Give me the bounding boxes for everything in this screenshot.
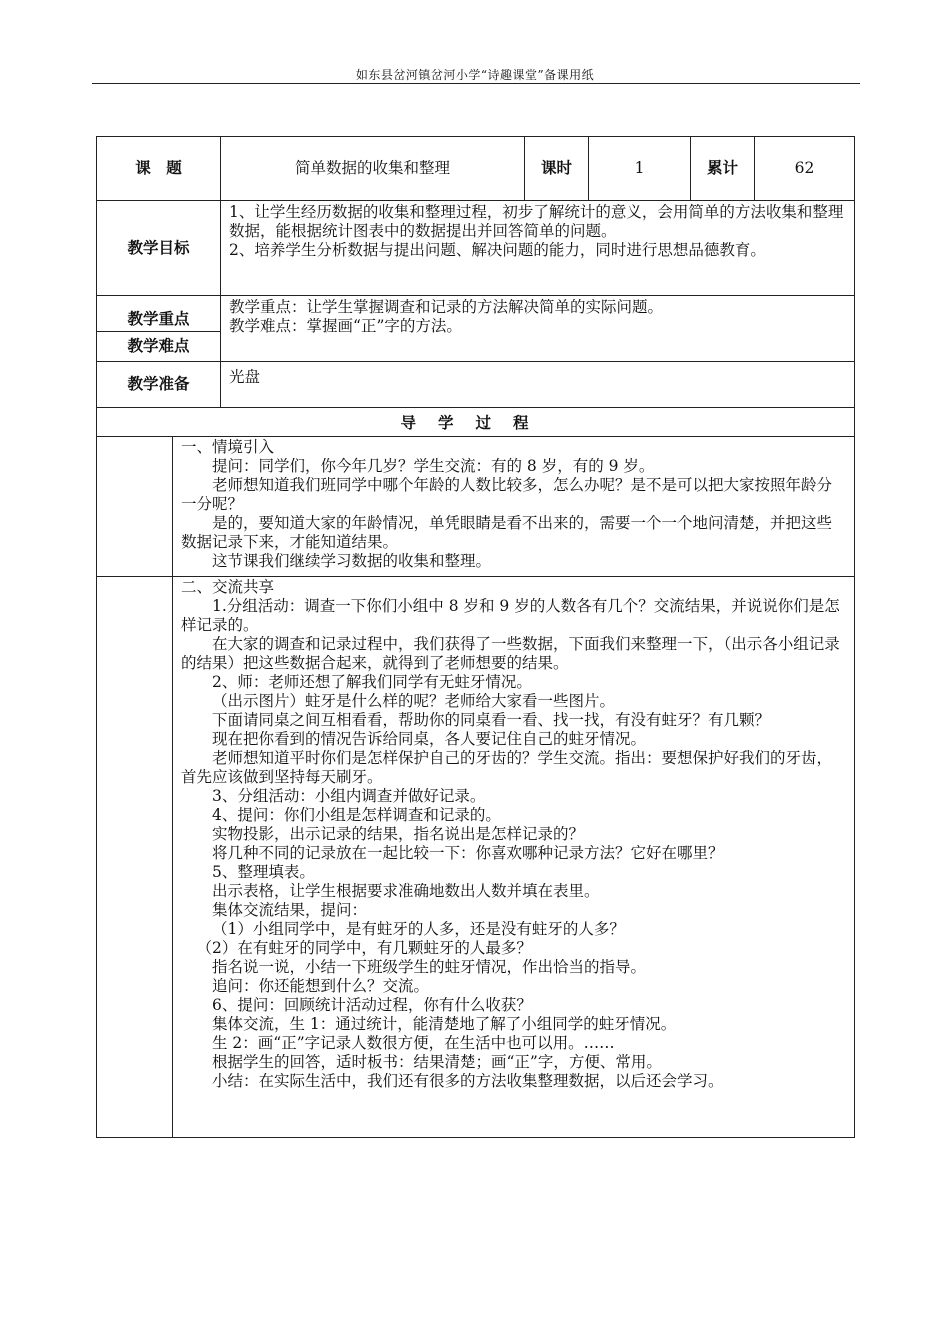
- paragraph: 指名说一说，小结一下班级学生的蛀牙情况，作出恰当的指导。: [212, 958, 647, 976]
- paragraph: 5、整理填表。: [212, 863, 315, 881]
- header-rule: [92, 83, 860, 84]
- paragraph: （出示图片）蛀牙是什么样的呢？老师给大家看一些图片。: [212, 692, 616, 710]
- paragraph: 是的，要知道大家的年龄情况，单凭眼睛是看不出来的，需要一个一个地问清楚，并把这些数据记录下来，才能知道结果。: [181, 514, 833, 551]
- key-label: 教学重点: [97, 296, 221, 332]
- hours-label: 课时: [525, 137, 589, 201]
- section-share-row: [97, 577, 855, 1138]
- total-value: 62: [755, 137, 855, 201]
- paragraph: 2、师：老师还想了解我们同学有无蛀牙情况。: [212, 673, 532, 691]
- paragraph: 集体交流结果，提问：: [212, 901, 368, 919]
- prep-label: 教学准备: [97, 362, 221, 408]
- paragraph: 老师想知道我们班同学中哪个年龄的人数比较多，怎么办呢？是不是可以把大家按照年龄分一分呢？: [181, 476, 833, 513]
- paragraph: 6、提问：回顾统计活动过程，你有什么收获？: [212, 996, 532, 1014]
- lesson-plan-table: [96, 136, 855, 1138]
- total-label: 累计: [691, 137, 755, 201]
- hours-value: 1: [589, 137, 691, 201]
- section-share: [173, 577, 855, 1138]
- paragraph: 老师想知道平时你们是怎样保护自己的牙齿的？学生交流。指出：要想保护好我们的牙齿，首先应该做到坚持每天刷牙。: [181, 749, 833, 786]
- difficulty-text: 教学难点：掌握画“正”字的方法。: [229, 317, 462, 335]
- paragraph: （2）在有蛀牙的同学中，有几颗蛀牙的人最多？: [196, 939, 532, 957]
- key-text: 教学重点：让学生掌握调查和记录的方法解决简单的实际问题。: [229, 298, 664, 316]
- section-share-margin: [97, 577, 173, 1138]
- paragraph: 实物投影，出示记录的结果，指名说出是怎样记录的？: [212, 825, 585, 843]
- topic-value: 简单数据的收集和整理: [221, 137, 525, 201]
- paragraph: 这节课我们继续学习数据的收集和整理。: [212, 552, 492, 570]
- paragraph: 生 2：画“正”字记录人数很方便，在生活中也可以用。……: [212, 1034, 615, 1052]
- process-title: 导学过程: [97, 408, 855, 437]
- key-difficulty-text: [221, 296, 855, 362]
- paragraph: 提问：同学们，你今年几岁？学生交流：有的 8 岁，有的 9 岁。: [212, 457, 655, 475]
- topic-label: 课 题: [97, 137, 221, 201]
- section-intro-margin: [97, 437, 173, 577]
- topic-row: [97, 137, 855, 201]
- objectives-row: [97, 201, 855, 296]
- objective-item: 2、培养学生分析数据与提出问题、解决问题的能力，同时进行思想品德教育。: [229, 241, 766, 259]
- paragraph: 现在把你看到的情况告诉给同桌，各人要记住自己的蛀牙情况。: [212, 730, 647, 748]
- prep-value: 光盘: [221, 362, 855, 408]
- paragraph: 将几种不同的记录放在一起比较一下：你喜欢哪种记录方法？它好在哪里？: [212, 844, 724, 862]
- paragraph: 下面请同桌之间互相看看，帮助你的同桌看一看、找一找，有没有蛀牙？有几颗？: [212, 711, 771, 729]
- section-heading: 二、交流共享: [181, 578, 275, 596]
- objective-item: 1、让学生经历数据的收集和整理过程，初步了解统计的意义，会用简单的方法收集和整理数据，能根据统计图表中的数据提出并回答简单的问题。: [229, 203, 844, 240]
- paragraph: 小结：在实际生活中，我们还有很多的方法收集整理数据，以后还会学习。: [212, 1072, 724, 1090]
- paragraph: （1）小组同学中，是有蛀牙的人多，还是没有蛀牙的人多？: [212, 920, 625, 938]
- paragraph: 4、提问：你们小组是怎样调查和记录的。: [212, 806, 501, 824]
- paragraph: 根据学生的回答，适时板书：结果清楚；画“正”字，方便、常用。: [212, 1053, 662, 1071]
- paragraph: 在大家的调查和记录过程中，我们获得了一些数据，下面我们来整理一下，（出示各小组记录的结果）把这些数据合起来，就得到了老师想要的结果。: [181, 635, 840, 672]
- process-title-row: [97, 408, 855, 437]
- paragraph: 出示表格，让学生根据要求准确地数出人数并填在表里。: [212, 882, 600, 900]
- page-header: 如东县岔河镇岔河小学“诗趣课堂”备课用纸: [355, 68, 595, 82]
- section-heading: 一、情境引入: [181, 438, 275, 456]
- section-intro-row: [97, 437, 855, 577]
- paragraph: 追问：你还能想到什么？交流。: [212, 977, 430, 995]
- prep-row: [97, 362, 855, 408]
- difficulty-label: 教学难点: [97, 332, 221, 362]
- paragraph: 1.分组活动：调查一下你们小组中 8 岁和 9 岁的人数各有几个？交流结果，并说说你们是怎样记录的。: [181, 597, 840, 634]
- paragraph: 3、分组活动：小组内调查并做好记录。: [212, 787, 486, 805]
- key-row: [97, 296, 855, 332]
- section-intro: [173, 437, 855, 577]
- paragraph: 集体交流，生 1：通过统计，能清楚地了解了小组同学的蛀牙情况。: [212, 1015, 677, 1033]
- objectives-label: 教学目标: [97, 201, 221, 296]
- objectives-text: [221, 201, 855, 296]
